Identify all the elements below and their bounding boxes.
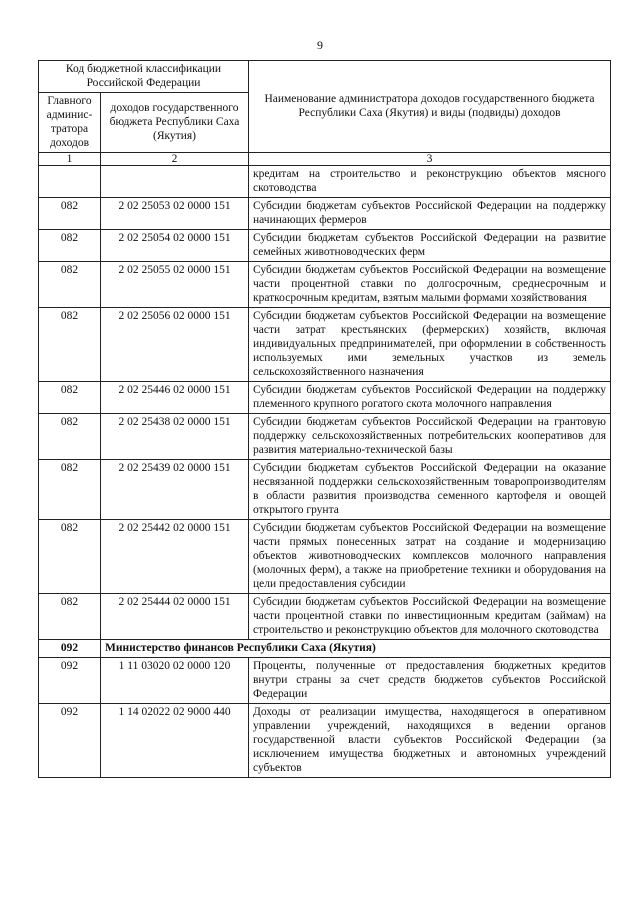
table-row — [39, 520, 611, 594]
income-description: Субсидии бюджетам субъектов Российской Федерации на развитие семейных животноводческих ферм — [249, 230, 611, 262]
income-code: 2 02 25056 02 0000 151 — [101, 308, 249, 382]
table-row — [39, 308, 611, 382]
section-title: Министерство финансов Республики Саха (Якутия) — [101, 640, 611, 658]
page-number: 9 — [317, 38, 323, 52]
income-code: 2 02 25053 02 0000 151 — [101, 198, 249, 230]
income-code — [101, 166, 249, 198]
admin-code: 092 — [39, 704, 101, 778]
income-code: 2 02 25446 02 0000 151 — [101, 382, 249, 414]
table-row — [39, 594, 611, 640]
table-row — [39, 414, 611, 460]
admin-code: 082 — [39, 262, 101, 308]
admin-code: 082 — [39, 460, 101, 520]
income-code: 2 02 25444 02 0000 151 — [101, 594, 249, 640]
income-description: Субсидии бюджетам субъектов Российской Федерации на оказание несвязанной поддержки сельскохозяйственным товаропроизводителям в области развития производства семенного картофеля и овощей открытого грунта — [249, 460, 611, 520]
income-code: 2 02 25442 02 0000 151 — [101, 520, 249, 594]
income-description: Субсидии бюджетам субъектов Российской Федерации на поддержку начинающих фермеров — [249, 198, 611, 230]
admin-code — [39, 166, 101, 198]
income-description: Доходы от реализации имущества, находящегося в оперативном управлении учреждений, находящихся в ведении органов государственной власти субъектов Российской Федерации (за исключением имущества бюджетных и автономных учреждений субъектов — [249, 704, 611, 778]
income-description: Субсидии бюджетам субъектов Российской Федерации на возмещение части процентной ставки по долгосрочным, среднесрочным и краткосрочным кредитам, взятым малыми формами хозяйствования — [249, 262, 611, 308]
income-description: Субсидии бюджетам субъектов Российской Федерации на поддержку племенного крупного рогатого скота молочного направления — [249, 382, 611, 414]
income-description: Субсидии бюджетам субъектов Российской Федерации на возмещение части процентной ставки по инвестиционным кредитам (займам) на строительство и реконструкцию объектов для молочного скотоводства — [249, 594, 611, 640]
admin-code: 082 — [39, 230, 101, 262]
income-code: 2 02 25055 02 0000 151 — [101, 262, 249, 308]
income-code: 2 02 25054 02 0000 151 — [101, 230, 249, 262]
admin-code: 092 — [39, 658, 101, 704]
admin-code: 082 — [39, 520, 101, 594]
table-row — [39, 382, 611, 414]
table-row — [39, 658, 611, 704]
income-code: 1 14 02022 02 9000 440 — [101, 704, 249, 778]
table-row — [39, 198, 611, 230]
header-name-column: Наименование администратора доходов государственного бюджета Республики Саха (Якутия) и виды (подвиды) доходов — [249, 61, 611, 153]
income-code: 2 02 25438 02 0000 151 — [101, 414, 249, 460]
table-row — [39, 460, 611, 520]
admin-code: 082 — [39, 198, 101, 230]
column-number-1: 1 — [39, 153, 101, 166]
admin-code: 082 — [39, 414, 101, 460]
table-row — [39, 704, 611, 778]
table-row — [39, 262, 611, 308]
section-admin-code: 092 — [39, 640, 101, 658]
column-number-3: 3 — [249, 153, 611, 166]
income-description: Субсидии бюджетам субъектов Российской Федерации на возмещение части прямых понесенных затрат на создание и модернизацию объектов животноводческих комплексов молочного направления (молочных ферм), а также на приобретение техники и оборудования на цели предоставления субсидии — [249, 520, 611, 594]
admin-code: 082 — [39, 308, 101, 382]
header-group-title: Код бюджетной классификации Российской Федерации — [39, 61, 249, 93]
admin-code: 082 — [39, 382, 101, 414]
section-row — [39, 640, 611, 658]
header-row-group — [39, 61, 611, 93]
header-code-column: доходов государственного бюджета Республики Саха (Якутия) — [101, 93, 249, 153]
income-description: Проценты, полученные от предоставления бюджетных кредитов внутри страны за счет средств бюджетов субъектов Российской Федерации — [249, 658, 611, 704]
income-description: кредитам на строительство и реконструкцию объектов мясного скотоводства — [249, 166, 611, 198]
budget-classification-table — [38, 60, 611, 778]
header-admin-column: Главного админис-тратора доходов — [39, 93, 101, 153]
column-number-2: 2 — [101, 153, 249, 166]
income-description: Субсидии бюджетам субъектов Российской Федерации на грантовую поддержку сельскохозяйственных потребительских кооперативов для развития материально-технической базы — [249, 414, 611, 460]
admin-code: 082 — [39, 594, 101, 640]
income-code: 2 02 25439 02 0000 151 — [101, 460, 249, 520]
table-row — [39, 166, 611, 198]
table-row — [39, 230, 611, 262]
income-description: Субсидии бюджетам субъектов Российской Федерации на возмещение части затрат крестьянских (фермерских) хозяйств, включая индивидуальных предпринимателей, при оформлении в собственность используемых ими земельных участков из земель сельскохозяйственного назначения — [249, 308, 611, 382]
column-number-row — [39, 153, 611, 166]
income-code: 1 11 03020 02 0000 120 — [101, 658, 249, 704]
